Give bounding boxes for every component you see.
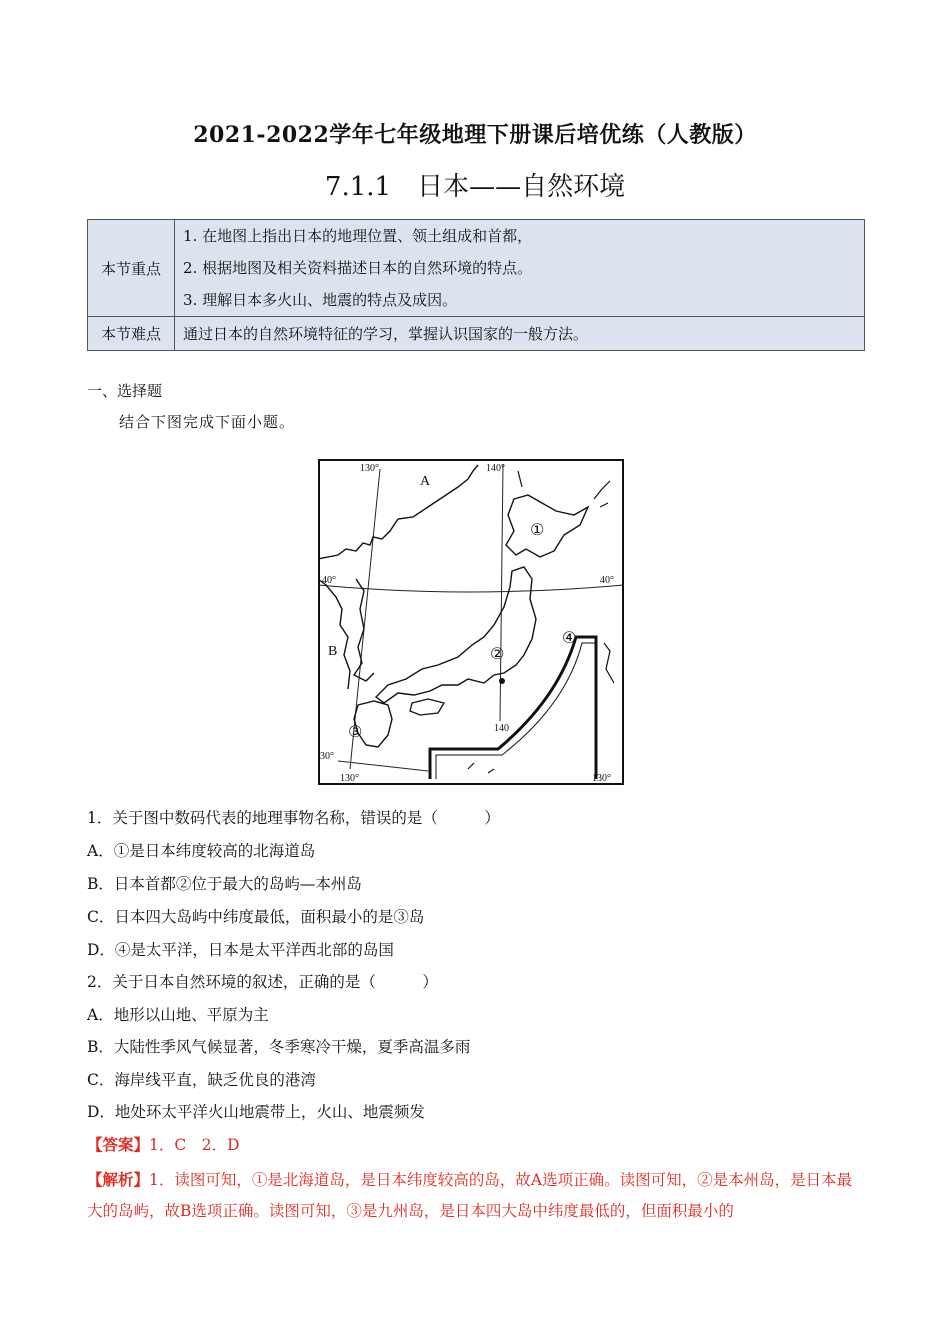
key-points-content [175,220,865,317]
question-2-stem: 2．关于日本自然环境的叙述，正确的是（ ） [87,973,438,991]
japan-map [318,459,624,785]
question-1-option-b: B．日本首都②位于最大的岛屿—本州岛 [87,875,362,893]
label-circle-2: ② [490,644,505,663]
label-circle-1: ① [530,520,545,539]
difficulty-label: 本节难点 [88,317,175,351]
tick-lon140-top: 140° [486,463,505,474]
answer-label: 【答案】 [87,1135,150,1154]
key-point-item: 2. 根据地图及相关资料描述日本的自然环境的特点。 [183,259,533,277]
question-intro: 结合下图完成下面小题。 [119,413,296,431]
question-2-option-d: D．地处环太平洋火山地震带上，火山、地震频发 [87,1103,425,1121]
question-1-option-d: D．④是太平洋，日本是太平洋西北部的岛国 [87,941,394,959]
tick-lon140-mid: 140 [494,723,509,734]
key-points-label: 本节重点 [88,220,175,317]
tick-lat40-right: 40° [600,575,614,586]
answer-line [87,1133,240,1155]
explanation-label: 【解析】 [87,1170,150,1189]
question-2-option-b: B．大陆性季风气候显著，冬季寒冷干燥，夏季高温多雨 [87,1038,471,1056]
explanation-text: 1．读图可知，①是北海道岛，是日本纬度较高的岛，故A选项正确。读图可知，②是本州岛，是日本最大的岛屿，故B选项正确。读图可知，③是九州岛，是日本四大岛中纬度最低的，但面积最小的 [87,1171,853,1220]
difficulty-content: 通过日本的自然环境特征的学习，掌握认识国家的一般方法。 [175,317,865,351]
key-point-item: 1. 在地图上指出日本的地理位置、领土组成和首都， [183,227,533,245]
objectives-table [87,219,865,351]
section-heading: 一、选择题 [87,382,163,400]
explanation-block [87,1164,867,1227]
key-points-row [88,220,865,317]
question-2-option-c: C．海岸线平直，缺乏优良的港湾 [87,1071,316,1089]
label-circle-3: ③ [348,722,363,741]
capital-marker [499,678,505,684]
question-2-option-a: A．地形以山地、平原为主 [87,1006,269,1024]
label-a: A [420,474,431,489]
label-circle-4: ④ [562,628,577,647]
tick-lon130-bottom: 130° [340,773,359,784]
question-1-stem: 1．关于图中数码代表的地理事物名称，错误的是（ ） [87,809,500,827]
tick-lat30-left: 30° [320,751,334,762]
tick-lat40-left: 40° [322,575,336,586]
lesson-title: 7.1.1 日本——自然环境 [324,172,626,202]
key-point-item: 3. 理解日本多火山、地震的特点及成因。 [183,291,458,309]
tick-lon130-top: 130° [360,463,379,474]
answer-text: 1．C 2．D [149,1136,240,1154]
question-1-option-a: A．①是日本纬度较高的北海道岛 [87,842,316,860]
label-b: B [328,644,338,659]
document-title: 2021-2022学年七年级地理下册课后培优练（人教版） [193,122,757,148]
question-1-option-c: C．日本四大岛屿中纬度最低，面积最小的是③岛 [87,908,425,926]
tick-lon130-inset: 130° [592,773,611,784]
difficulty-row [88,317,865,351]
